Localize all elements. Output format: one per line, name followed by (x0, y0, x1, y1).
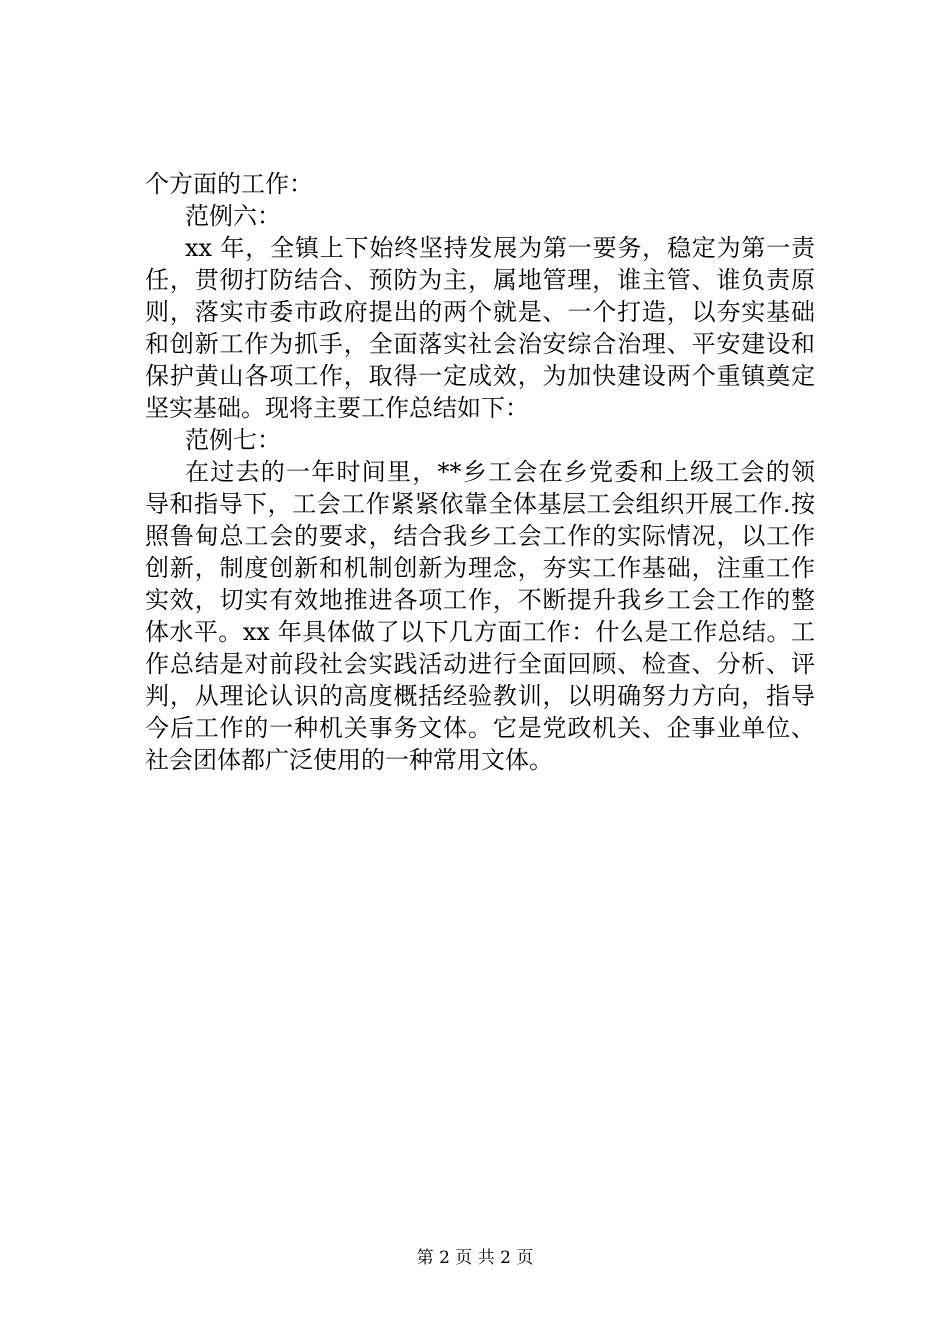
text-line: 范例六： (185, 202, 281, 230)
document-body (145, 168, 815, 776)
page-number-label: 第 2 页 共 2 页 (416, 1248, 534, 1268)
text-line: 在过去的一年时间里，**乡工会在乡党委和上级工会的领 (185, 458, 815, 486)
text-line: 实效，切实有效地推进各项工作，不断提升我乡工会工作的整 (145, 586, 815, 614)
text-line: 今后工作的一种机关事务文体。它是党政机关、企事业单位、 (145, 714, 815, 742)
text-line: 照鲁甸总工会的要求，结合我乡工会工作的实际情况，以工作 (145, 522, 815, 550)
text-line: xx 年，全镇上下始终坚持发展为第一要务，稳定为第一责 (185, 234, 815, 262)
text-line: 则，落实市委市政府提出的两个就是、一个打造，以夯实基础 (145, 298, 815, 326)
text-line: 坚实基础。现将主要工作总结如下： (145, 394, 529, 422)
text-line: 作总结是对前段社会实践活动进行全面回顾、检查、分析、评 (145, 650, 815, 678)
text-line: 保护黄山各项工作，取得一定成效，为加快建设两个重镇奠定 (145, 362, 815, 390)
text-line: 任，贯彻打防结合、预防为主，属地管理，谁主管、谁负责原 (145, 266, 815, 294)
text-line: 创新，制度创新和机制创新为理念，夯实工作基础，注重工作 (145, 554, 815, 582)
text-line: 范例七： (185, 426, 281, 454)
text-line: 社会团体都广泛使用的一种常用文体。 (145, 746, 553, 774)
text-line: 导和指导下，工会工作紧紧依靠全体基层工会组织开展工作.按 (145, 490, 815, 518)
text-line: 个方面的工作： (145, 170, 313, 198)
text-line: 和创新工作为抓手，全面落实社会治安综合治理、平安建设和 (145, 330, 815, 358)
text-line: 体水平。xx 年具体做了以下几方面工作：什么是工作总结。工 (145, 618, 815, 646)
page-footer (0, 1246, 950, 1270)
text-line: 判，从理论认识的高度概括经验教训，以明确努力方向，指导 (145, 682, 815, 710)
